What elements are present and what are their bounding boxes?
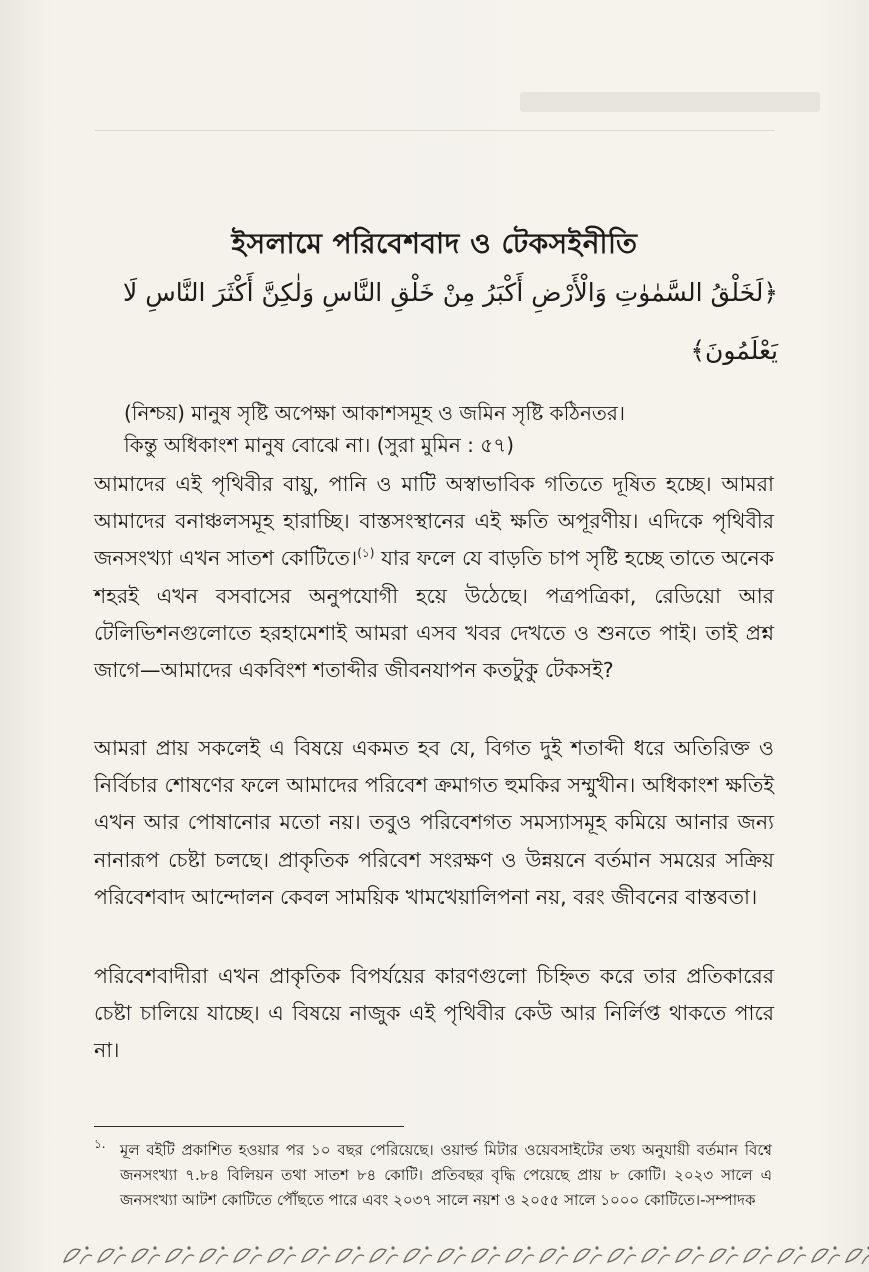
paragraph-2: আমরা প্রায় সকলেই এ বিষয়ে একমত হব যে, বিগত দুই শতাব্দী ধরে অতিরিক্ত ও নির্বিচার শোষণের ফলে আমাদের পরিবেশ ক্রমাগত হুমকির সম্মুখীন। অধিকাংশ ক্ষতিই এখন আর পোষানোর মতো নয়। তবুও পরিবেশগত সমস্যাসমূহ কমিয়ে আনার জন্য নানারূপ চেষ্টা চলছে। প্রাকৃতিক পরিবেশ সংরক্ষণ ও উন্নয়নে বর্তমান সময়ের সক্রিয় পরিবেশবাদ আন্দোলন কেবল সাময়িক খামখেয়ালিপনা নয়, বরং জীবনের বাস্তবতা।: [94, 736, 774, 909]
verse-translation-line-1: (নিশ্চয়) মানুষ সৃষ্টি অপেক্ষা আকাশসমূহ ও জমিন সৃষ্টি কঠিনতর।: [124, 401, 626, 425]
footnote-marker: ১.: [94, 1137, 106, 1151]
arabic-verse-line-2: يَعْلَمُونَ﴾: [690, 336, 778, 365]
decorative-border: [60, 1240, 869, 1272]
bleed-through-header: [520, 92, 820, 112]
paragraph-1-text-a: আমাদের এই পৃথিবীর বায়ু, পানি ও মাটি অস্বাভাবিক গতিতে দূষিত হচ্ছে। আমরা আমাদের বনাঞ্চলসমূহ হারাচ্ছি। বাস্তসংস্থানের এই ক্ষতি অপূরণীয়। এদিকে পৃথিবীর জনসংখ্যা এখন সাতশ কোটিতে।: [94, 472, 774, 571]
footnote-reference: (১): [357, 546, 375, 561]
footnote-text: মূল বইটি প্রকাশিত হওয়ার পর ১০ বছর পেরিয়েছে। ওয়ার্ল্ড মিটার ওয়েবসাইটের তথ্য অনুযায়ী বর্তমান বিশ্বে জনসংখ্যা ৭.৮৪ বিলিয়ন তথা সাতশ ৮৪ কোটি। প্রতিবছর বৃদ্ধি পেয়েছে প্রায় ৮ কোটি। ২০২৩ সালে এ জনসংখ্যা আটশ কোটিতে পৌঁছতে পারে এবং ২০৩৭ সালে নয়শ ও ২০৫৫ সালে ১০০০ কোটিতে।-সম্পাদক: [120, 1141, 772, 1209]
footnote-divider: [94, 1126, 404, 1127]
paragraph-3: পরিবেশবাদীরা এখন প্রাকৃতিক বিপর্যয়ের কারণগুলো চিহ্নিত করে তার প্রতিকারের চেষ্টা চালিয়ে যাচ্ছে। এ বিষয়ে নাজুক এই পৃথিবীর কেউ আর নির্লিপ্ত থাকতে পারে না।: [94, 964, 774, 1063]
paragraph-1-text-b: যার ফলে যে বাড়তি চাপ সৃষ্টি হচ্ছে তাতে অনেক শহরই এখন বসবাসের অনুপযোগী হয়ে উঠেছে। পত্রপত্রিকা, রেডিয়ো আর টেলিভিশনগুলোতে হরহামেশাই আমরা এসব খবর দেখতে ও শুনতে পাই। তাই প্রশ্ন জাগে—আমাদের একবিংশ শতাব্দীর জীবনযাপন কতটুকু টেকসই?: [94, 546, 774, 683]
arabic-verse-line-1: ﴿لَخَلْقُ السَّمٰوٰتِ وَالْأَرْضِ أَكْبَرُ مِنْ خَلْقِ النَّاسِ وَلٰكِنَّ أَكْثَرَ النَّاسِ لَا: [123, 278, 778, 307]
chapter-title: ইসলামে পরিবেশবাদ ও টেকসইনীতি: [231, 227, 638, 260]
bleed-through-rule: [95, 112, 775, 131]
verse-translation-line-2: কিন্তু অধিকাংশ মানুষ বোঝে না। (সুরা মুমিন : ৫৭): [124, 433, 515, 457]
paragraph-1: [94, 466, 774, 689]
